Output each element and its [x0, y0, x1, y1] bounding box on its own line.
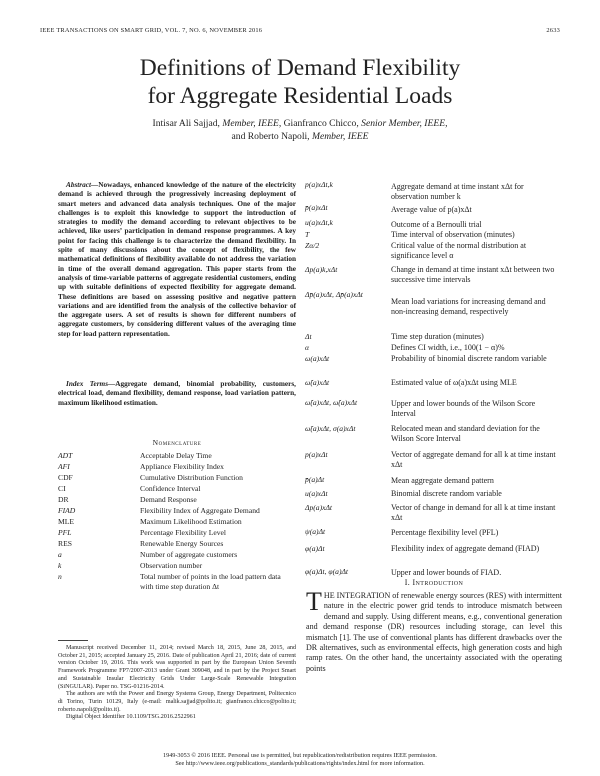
symbol: φ(a)Δt, φ(a)Δt — [305, 567, 349, 576]
nomenclature-def: Cumulative Distribution Function — [140, 473, 243, 482]
symbol: Zα/2 — [305, 241, 320, 250]
symbol: Δp̄(a)xΔt, Δp̄(a)xΔt — [305, 290, 363, 299]
nomenclature-def: Total number of points in the load pattern data with time step duration Δt — [140, 572, 281, 591]
running-header — [40, 27, 560, 34]
nomenclature-term: DR — [58, 495, 69, 504]
symbol: u(a)xΔt — [305, 489, 328, 498]
symbol: ω(a)xΔt — [305, 354, 330, 363]
abstract — [58, 181, 296, 339]
symbol: ω̂(a)xΔt — [305, 378, 330, 387]
symbol: Δp(a)k,xΔt — [305, 265, 338, 274]
nomenclature-term: n — [58, 572, 62, 581]
symbol-def: Percentage flexibility level (PFL) — [391, 528, 499, 537]
title-line-2: for Aggregate Residential Loads — [147, 83, 453, 109]
symbol-def: Time interval of observation (minutes) — [391, 230, 515, 239]
nomenclature-term: k — [58, 561, 62, 570]
nomenclature-def: Demand Response — [140, 495, 197, 504]
symbol-def: Vector of aggregate demand for all k at time instant xΔt — [391, 450, 556, 470]
symbol-def: Estimated value of ω(a)xΔt using MLE — [391, 378, 517, 387]
symbol: ω̂(a)xΔt, ω̂(a)xΔt — [305, 398, 358, 407]
nomenclature-term: ADT — [58, 451, 73, 460]
author-2: Gianfranco Chicco, — [283, 118, 359, 129]
symbol-def: Relocated mean and standard deviation for the Wilson Score Interval — [391, 424, 540, 444]
symbol: p̄(a)Δt — [305, 475, 325, 484]
nomenclature-def: Confidence Interval — [140, 484, 201, 493]
author-2-role: Senior Member, IEEE, — [361, 118, 448, 129]
symbol: T — [305, 230, 310, 239]
symbol: ψ(a)Δt — [305, 527, 326, 536]
symbol-def: Probability of binomial discrete random variable — [391, 354, 547, 363]
nomenclature-def: Flexibility Index of Aggregate Demand — [140, 506, 260, 515]
symbol: α — [305, 343, 309, 352]
nomenclature-term: PFL — [58, 528, 72, 537]
author-list — [40, 117, 560, 143]
nomenclature-term: CDF — [58, 473, 73, 482]
symbol: ω̃(a)xΔt, σ(a)xΔt — [305, 424, 356, 433]
nomenclature-def: Appliance Flexibility Index — [140, 462, 224, 471]
nomenclature-row — [58, 572, 296, 594]
footnote-manuscript: Manuscript received December 11, 2014; revised March 18, 2015, June 28, 2015, and October 21, 2015; accepted January 25, 2016. Date of publication April 21, 2016; date of current version October 19, 2016. This work was supported in part by the European Union Seventh Framework Programme FP7/2007-2013 under Grant 309048, and in part by the Project Smart and Sustainable Insular Electricity Grids Under Large-Scale Renewable Integration (SiNGULAR). Paper no. TSG-01216-2014. — [58, 645, 296, 690]
symbol-def: Average value of p(a)xΔt — [391, 205, 472, 214]
symbol-def: Time step duration (minutes) — [391, 332, 484, 341]
footnote-affiliation: The authors are with the Power and Energy Systems Group, Energy Department, Politecnico di Torino, Turin 10129, Italy (e-mail: malik.sajjad@polito.it; gianfranco.chicco@polito.it; roberto.napoli@polito.it). — [58, 691, 296, 713]
nomenclature-term: AFI — [58, 462, 70, 471]
symbol-def: Flexibility index of aggregate demand (FIAD) — [391, 544, 540, 553]
copyright-footer — [40, 752, 560, 768]
footnote-rule — [58, 640, 88, 641]
symbol-def: Aggregate demand at time instant xΔt for observation number k — [391, 182, 524, 202]
nomenclature-term: a — [58, 550, 62, 559]
section-heading: I. Introduction — [404, 578, 464, 587]
index-terms-text: —Aggregate demand, binomial probability, customers, electrical load, demand flexibility, demand response, load variation pattern, maximum likelihood estimation. — [58, 380, 296, 407]
page-number: 2633 — [546, 27, 560, 34]
drop-cap: T — [306, 587, 322, 616]
author-3: and Roberto Napoli, — [231, 131, 310, 142]
footnote — [58, 645, 296, 722]
intro-body: HE INTEGRATION of renewable energy sources (RES) with intermittent nature in the electric power grid tends to introduce mismatch between demand and supply. Using different means, e.g., conventional generation and demand response (DR) resources including storage, can level this mismatch [1]. The use of conventional plants has different drawbacks over the DR alternatives, such as environmental effects, high generation costs and high ramp rates. On the other hand, the uncertainty associated with the operating points — [306, 591, 562, 673]
nomenclature-heading: Nomenclature — [152, 438, 202, 447]
paper-title — [40, 54, 560, 110]
symbol: Δt — [305, 332, 312, 341]
symbol-def: Mean load variations for increasing demand and non-increasing demand, respectively — [391, 297, 546, 317]
symbol-def: Upper and lower bounds of FIAD. — [391, 568, 502, 577]
copyright-line: 1949-3053 © 2016 IEEE. Personal use is permitted, but republication/redistribution requires IEEE permission. — [163, 752, 437, 759]
title-line-1: Definitions of Demand Flexibility — [139, 55, 461, 81]
symbol-def: Vector of change in demand for all k at time instant xΔt — [391, 503, 556, 523]
symbol-def: Binomial discrete random variable — [391, 489, 502, 498]
author-3-role: Member, IEEE — [312, 131, 369, 142]
nomenclature-def: Maximum Likelihood Estimation — [140, 517, 242, 526]
index-terms-label: Index Terms — [66, 380, 109, 388]
symbol-def: Mean aggregate demand pattern — [391, 476, 494, 485]
symbol: p(a)xΔt — [305, 450, 328, 459]
symbol-def: Outcome of a Bernoulli trial — [391, 220, 482, 229]
introduction-text — [306, 587, 562, 674]
author-1: Intisar Ali Sajjad, — [152, 118, 220, 129]
rights-link[interactable]: See http://www.ieee.org/publications_standards/publications/rights/index.html for more information. — [175, 760, 425, 767]
nomenclature-term: FIAD — [58, 506, 76, 515]
index-terms — [58, 380, 296, 408]
abstract-label: Abstract — [66, 181, 91, 189]
symbol-def: Critical value of the normal distribution at significance level α — [391, 241, 527, 261]
nomenclature-def: Number of aggregate customers — [140, 550, 238, 559]
symbol: u(a)xΔt,k — [305, 218, 333, 227]
symbol-def: Upper and lower bounds of the Wilson Score Interval — [391, 399, 536, 419]
symbol: p(a)xΔt,k — [305, 180, 333, 189]
nomenclature-def: Acceptable Delay Time — [140, 451, 212, 460]
author-1-role: Member, IEEE, — [222, 118, 282, 129]
journal-name: IEEE TRANSACTIONS ON SMART GRID, VOL. 7, NO. 6, NOVEMBER 2016 — [40, 27, 263, 34]
symbol: Δp(a)xΔt — [305, 503, 333, 512]
nomenclature-def: Observation number — [140, 561, 203, 570]
abstract-text: —Nowadays, enhanced knowledge of the nature of the electricity demand is achieved through the progressively increasing deployment of smart meters and advanced data analysis techniques. One of the major challenges is to exploit this knowledge to support the introduction of strategies to modify the demand according to relevant objectives to be achieved, like users’ participation in demand response programmes. A key point for facing this challenge is to characterize the demand flexibility. In spite of many discussions about the concept of flexibility, the few mathematical definitions of flexibility available do not address the variation in time of the overall demand aggregation. This paper starts from the analysis of time-variable patterns of aggregate residential customers, ending up with suitable definitions of expected flexibility for aggregate demand. These definitions are based on assessing positive and negative pattern variations and are identified from the analysis of the collective behavior of the aggregate users. A set of results is shown for different numbers of aggregate customers, by considering different values of the averaging time step for load pattern representation. — [58, 181, 296, 338]
nomenclature-term: MLE — [58, 517, 75, 526]
nomenclature-def: Renewable Energy Sources — [140, 539, 224, 548]
nomenclature-term: CI — [58, 484, 66, 493]
symbol-def: Change in demand at time instant xΔt between two successive time intervals — [391, 265, 555, 285]
symbol: φ(a)Δt — [305, 544, 325, 553]
nomenclature-term: RES — [58, 539, 72, 548]
symbol-def: Defines CI width, i.e., 100(1 − α)% — [391, 343, 505, 352]
nomenclature-def: Percentage Flexibility Level — [140, 528, 227, 537]
symbol: p̄(a)xΔt — [305, 203, 328, 212]
footnote-doi: Digital Object Identifier 10.1109/TSG.2016.2522961 — [66, 714, 196, 721]
